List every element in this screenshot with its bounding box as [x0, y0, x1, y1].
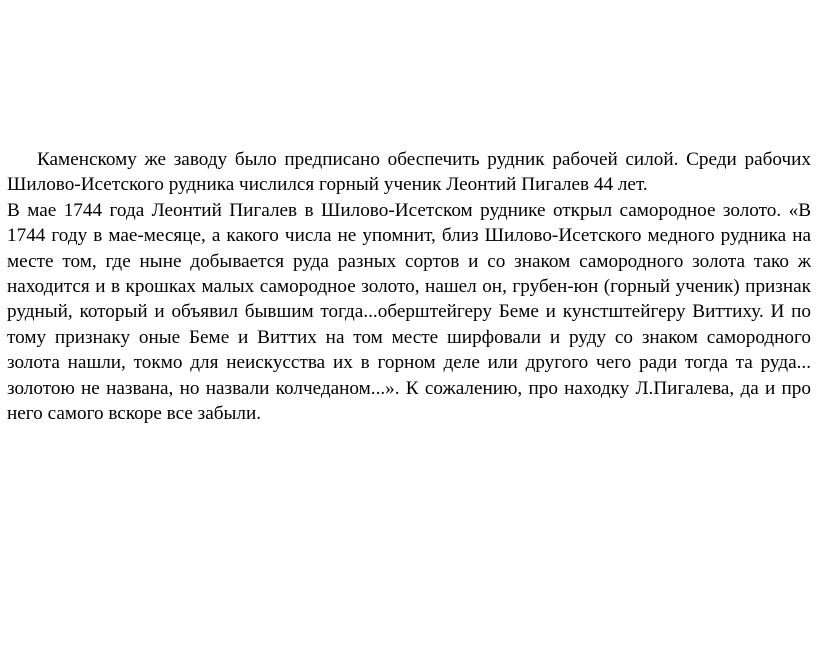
paragraph-2: В мае 1744 года Леонтий Пигалев в Шилово-Исетском руднике открыл самородное золото. «В 1744 году в мае-месяце, а какого числа не упомнит, близ Шилово-Исетского медного рудника на месте том, где ныне добывается руда разных сортов и со знаком самородного золота тако ж находится и в крошках малых самородное золото, нашел он, грубен-юн (горный ученик) признак рудный, который и объявил бывшим тогда...оберштейгеру Беме и кунстштейгеру Виттиху. И по тому признаку оные Беме и Виттих на том месте ширфовали и руду со знаком самородного золота нашли, токмо для неискусства их в горном деле или другого чего ради тогда та руда... золотою не названа, но назвали колчеданом...». К сожалению, про находку Л.Пигалева, да и про него самого вскоре все забыли.: [7, 199, 811, 425]
paragraph-1: Каменскому же заводу было предписано обеспечить рудник рабочей силой. Среди рабочих Шилово-Исетского рудника числился горный ученик Леонтий Пигалев 44 лет.: [7, 149, 811, 196]
document-body: [7, 147, 811, 426]
